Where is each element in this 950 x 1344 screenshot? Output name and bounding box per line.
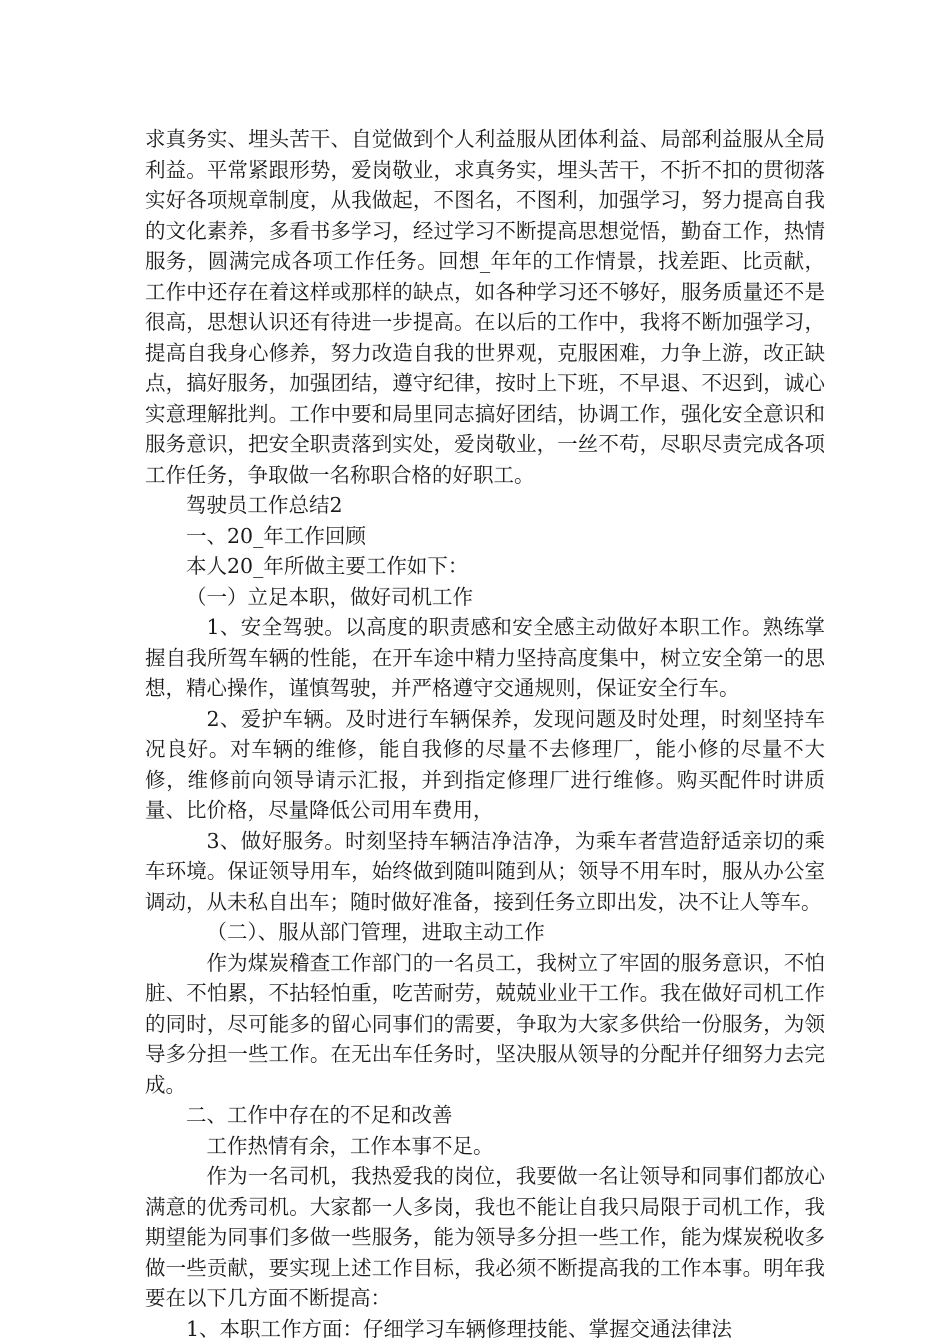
paragraph-intro: 本人20_年所做主要工作如下： — [186, 554, 469, 578]
paragraph-goals: 作为一名司机，我热爱我的岗位，我要做一名让领导和同事们都放心满意的优秀司机。大家都一人多岗，我也不能让自我只局限于司机工作，我期望能为同事们多做一些服务，能为领导多分担一些工作，能为煤炭税收多做一些贡献，要实现上述工作目标，我必须不断提高我的工作本事。明年我要在以下几方面不断提高： — [145, 1164, 825, 1310]
heading-shortcomings: 二、工作中存在的不足和改善 — [186, 1103, 453, 1127]
paragraph-enthusiasm: 工作热情有余，工作本事不足。 — [206, 1133, 494, 1158]
paragraph-summary-end: 求真务实、埋头苦干、自觉做到个人利益服从团体利益、局部利益服从全局利益。平常紧跟形势，爱岗敬业，求真务实，埋头苦干，不折不扣的贯彻落实好各项规章制度，从我做起，不图名，不图利，加强学习，努力提高自我的文化素养，多看书多学习，经过学习不断提高思想觉悟，勤奋工作，热情服务，圆满完成各项工作任务。回想_年年的工作情景，找差距、比贡献，工作中还存在着这样或那样的缺点，如各种学习还不够好，服务质量还不是很高，思想认识还有待进一步提高。在以后的工作中，我将不断加强学习，提高自我身心修养，努力改造自我的世界观，克服困难，力争上游，改正缺点，搞好服务，加强团结，遵守纪律，按时上下班，不早退、不迟到，诚心实意理解批判。工作中要和局里同志搞好团结，协调工作，强化安全意识和服务意识，把安全职责落到实处，爱岗敬业，一丝不苟，尽职尽责完成各项工作任务，争取做一名称职合格的好职工。 — [145, 127, 825, 487]
paragraph-safe-driving: 1、安全驾驶。以高度的职责感和安全感主动做好本职工作。熟练掌握自我所驾车辆的性能，在开车途中精力坚持高度集中，树立安全第一的思想，精心操作，谨慎驾驶，并严格遵守交通规则，保证安全行车。 — [145, 615, 825, 700]
paragraph-department: 作为煤炭稽查工作部门的一名员工，我树立了牢固的服务意识，不怕脏、不怕累，不拈轻怕重，吃苦耐劳，兢兢业业干工作。我在做好司机工作的同时，尽可能多的留心同事们的需要，争取为大家多供给一份服务，为领导多分担一些工作。在无出车任务时，坚决服从领导的分配并仔细努力去完成。 — [145, 950, 825, 1097]
subheading-department: （二）、服从部门管理，进取主动工作 — [206, 920, 545, 944]
paragraph-service: 3、做好服务。时刻坚持车辆洁净洁净，为乘车者营造舒适亲切的乘车环境。保证领导用车，始终做到随叫随到从；领导不用车时，服从办公室调动，从未私自出车；随时做好准备，接到任务立即出发，决不让人等车。 — [145, 828, 825, 914]
heading-work-review: 一、20_年工作回顾 — [186, 523, 366, 548]
paragraph-skills: 1、本职工作方面：仔细学习车辆修理技能、掌握交通法律法 — [186, 1316, 733, 1341]
paragraph-vehicle-care: 2、爱护车辆。及时进行车辆保养，发现问题及时处理，时刻坚持车况良好。对车辆的维修，能自我修的尽量不去修理厂，能小修的尽量不大修，维修前向领导请示汇报，并到指定修理厂进行维修。购买配件时讲质量、比价格，尽量降低公司用车费用， — [145, 706, 825, 822]
subheading-driver-work: （一）立足本职，做好司机工作 — [186, 584, 473, 609]
section-title: 驾驶员工作总结2 — [186, 493, 343, 517]
document-body — [145, 124, 825, 1344]
